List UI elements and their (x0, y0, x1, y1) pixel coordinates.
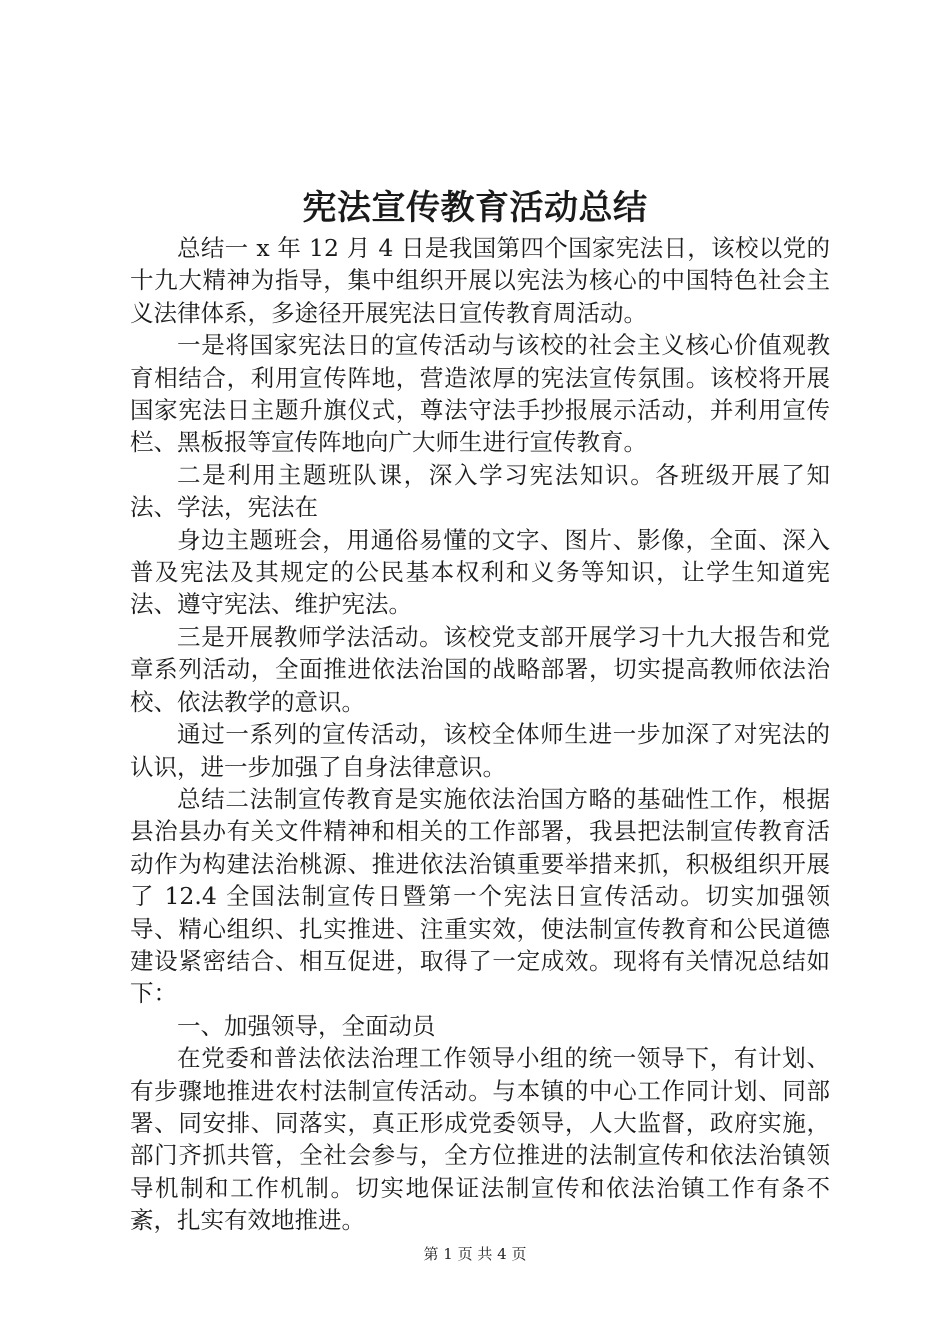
paragraph: 总结一 x 年 12 月 4 日是我国第四个国家宪法日，该校以党的十九大精神为指导，集中组织开展以宪法为核心的中国特色社会主义法律体系，多途径开展宪法日宣传教育周活动。 (130, 234, 830, 327)
document-title: 宪法宣传教育活动总结 (302, 188, 648, 228)
paragraph: 身边主题班会，用通俗易懂的文字、图片、影像，全面、深入普及宪法及其规定的公民基本权利和义务等知识，让学生知道宪法、遵守宪法、维护宪法。 (130, 525, 830, 619)
page-footer: 第 1 页 共 4 页 (423, 1245, 527, 1263)
paragraph: 总结二法制宣传教育是实施依法治国方略的基础性工作，根据县治县办有关文件精神和相关的工作部署，我县把法制宣传教育活动作为构建法治桃源、推进依法治镇重要举措来抓，积极组织开展了 12.4 全国法制宣传日暨第一个宪法日宣传活动。切实加强领导、精心组织、扎实推进、注重实效，使法制宣传教育和公民道德建设紧密结合、相互促进，取得了一定成效。现将有关情况总结如下： (130, 784, 830, 1008)
paragraph: 二是利用主题班队课，深入学习宪法知识。各班级开展了知法、学法，宪法在 (130, 460, 830, 522)
paragraph: 在党委和普法依法治理工作领导小组的统一领导下，有计划、有步骤地推进农村法制宣传活动。与本镇的中心工作同计划、同部署、同安排、同落实，真正形成党委领导，人大监督，政府实施，部门齐抓共管，全社会参与，全方位推进的法制宣传和依法治镇领导机制和工作机制。切实地保证法制宣传和依法治镇工作有条不紊，扎实有效地推进。 (130, 1044, 830, 1235)
paragraph: 三是开展教师学法活动。该校党支部开展学习十九大报告和党章系列活动，全面推进依法治国的战略部署，切实提高教师依法治校、依法教学的意识。 (130, 622, 830, 716)
paragraph: 通过一系列的宣传活动，该校全体师生进一步加深了对宪法的认识，进一步加强了自身法律意识。 (130, 720, 830, 781)
paragraph: 一是将国家宪法日的宣传活动与该校的社会主义核心价值观教育相结合，利用宣传阵地，营造浓厚的宪法宣传氛围。该校将开展国家宪法日主题升旗仪式，尊法守法手抄报展示活动，并利用宣传栏、黑板报等宣传阵地向广大师生进行宣传教育。 (130, 331, 830, 457)
section-heading: 一、加强领导，全面动员 (177, 1011, 436, 1040)
document-body (130, 232, 830, 1237)
